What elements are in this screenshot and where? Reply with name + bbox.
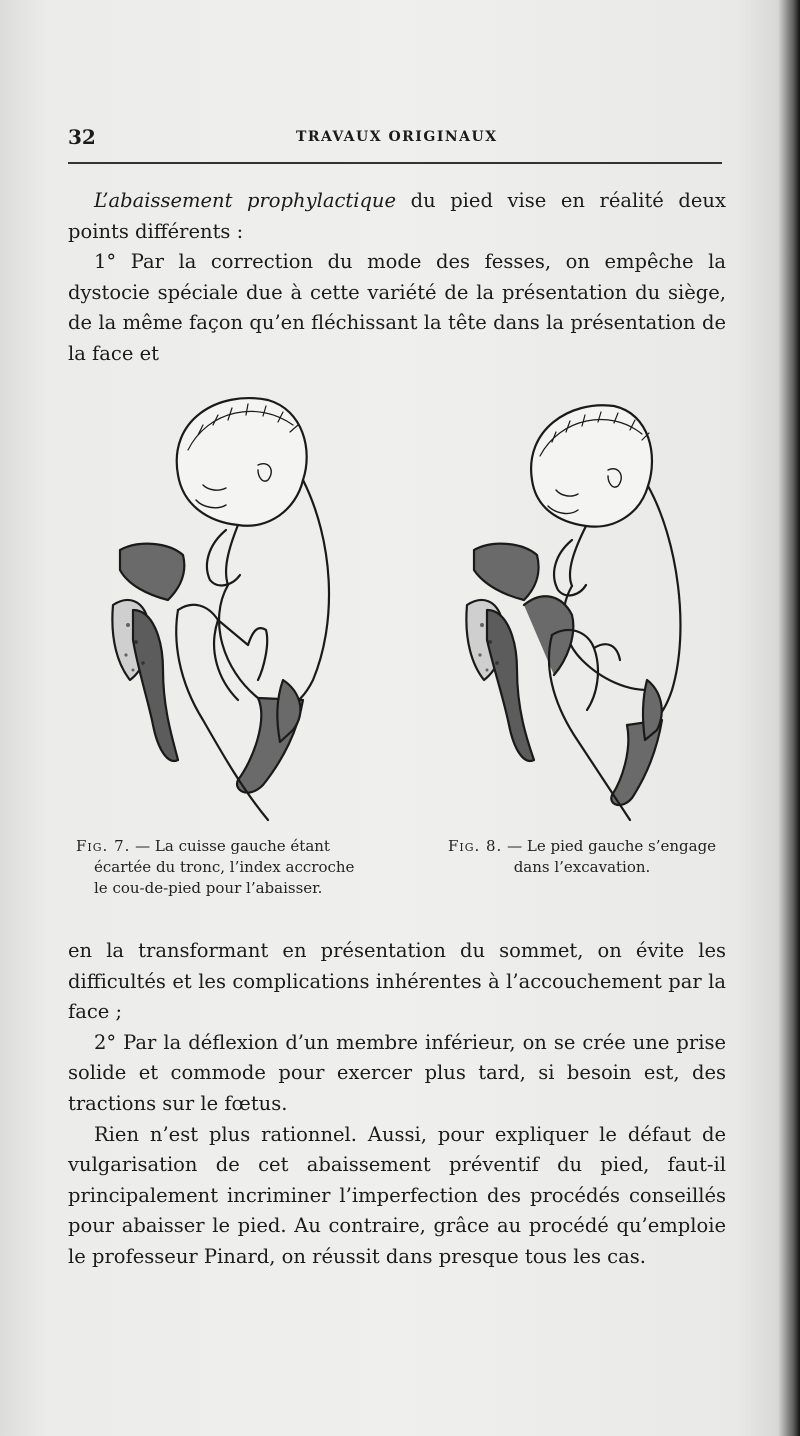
page-edge-shadow — [778, 0, 800, 1436]
paragraph-point-1: 1° Par la correction du mode des fesses, on empêche la dystocie spéciale due à cette variété de la présentation du siège, de la même façon qu’en fléchissant la tête dans la présentation de la face et — [68, 250, 726, 365]
page-header — [68, 125, 722, 153]
caption-line: le cou-de-pied pour l’abaisser. — [94, 879, 323, 897]
paragraph-continuation: en la transformant en présentation du sommet, on évite les difficultés et les complications inhérentes à l’accouchement par la face ; — [68, 939, 726, 1024]
caption-line: écartée du tronc, l’index accroche — [94, 858, 355, 876]
figure-7-caption — [76, 836, 386, 899]
paragraph-conclusion: Rien n’est plus rationnel. Aussi, pour expliquer le défaut de vulgarisation de cet abaissement préventif du pied, faut-il principalement incriminer l’imperfection des procédés conseillés pour abaisser le pied. Au contraire, grâce au procédé qu’emploie le professeur Pinard, on réussit dans presque tous les cas. — [68, 1122, 726, 1268]
caption-line — [432, 836, 732, 857]
fetus-foot-engaged-hand-illustration — [462, 390, 702, 830]
paragraph-point-2: 2° Par la déflexion d’un membre inférieur, on se crée une prise solide et commode pour exercer plus tard, si besoin est, des tractions sur le fœtus. — [68, 1030, 726, 1115]
caption-line: dans l’excavation. — [513, 858, 651, 876]
fetus-leg-extended-hand-illustration — [108, 380, 348, 830]
text-block-top — [68, 186, 726, 370]
caption-text: — Le pied gauche s’engage — [502, 837, 717, 855]
caption-label: Fig. 8. — [447, 837, 503, 855]
caption-label: Fig. 7. — [76, 837, 131, 855]
page-number: 32 — [68, 125, 96, 149]
figure-8-caption — [432, 836, 732, 878]
header-rule — [68, 162, 722, 164]
running-head: TRAVAUX ORIGINAUX — [296, 129, 498, 145]
text-block-bottom — [68, 936, 726, 1273]
caption-text: — La cuisse gauche étant — [130, 837, 330, 855]
paragraph-intro — [68, 186, 726, 247]
paragraph-text: du pied vise en réalité deux points différents : — [68, 189, 726, 243]
italic-term: L’abaissement prophylactique — [94, 189, 397, 212]
caption-line — [76, 836, 386, 857]
